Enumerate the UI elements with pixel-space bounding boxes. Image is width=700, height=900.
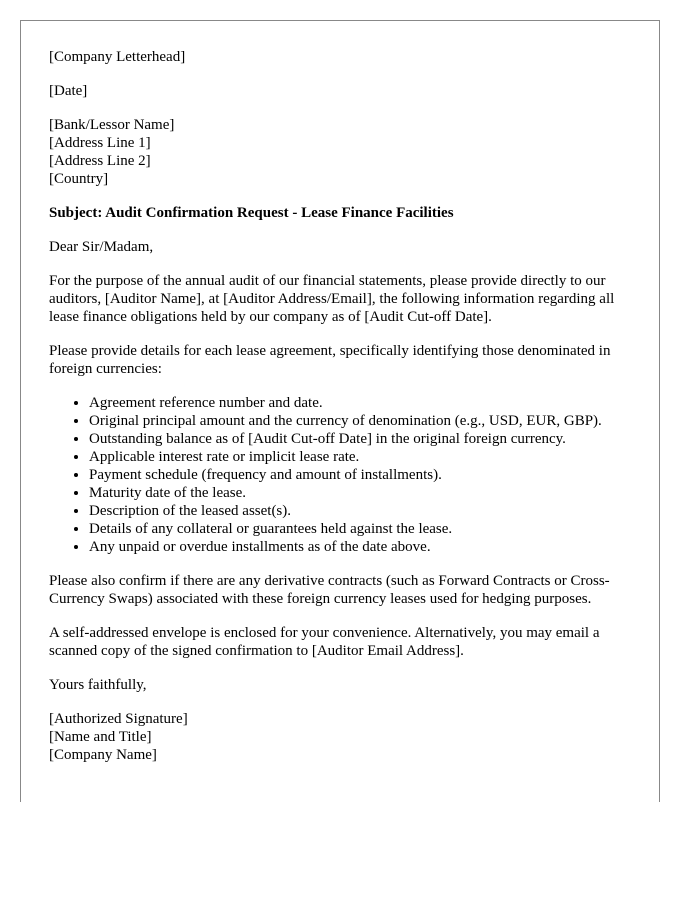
- list-item: • Any unpaid or overdue installments as of the date above.: [89, 538, 639, 556]
- list-item: • Details of any collateral or guarantees held against the lease.: [89, 520, 639, 538]
- recipient-name: [Bank/Lessor Name]: [49, 117, 175, 133]
- closing: Yours faithfully,: [49, 677, 147, 693]
- list-item: • Outstanding balance as of [Audit Cut-off Date] in the original foreign currency.: [89, 430, 639, 448]
- letter-date: [Date]: [49, 83, 88, 99]
- paragraph-details-request: Please provide details for each lease agreement, specifically identifying those denominated in foreign currencies:: [49, 343, 611, 377]
- paragraph-envelope: A self-addressed envelope is enclosed for your convenience. Alternatively, you may email a scanned copy of the signed confirmation to [Auditor Email Address].: [49, 625, 600, 659]
- authorized-signature: [Authorized Signature]: [49, 711, 188, 727]
- letter-page: [20, 20, 660, 802]
- recipient-country: [Country]: [49, 171, 109, 187]
- details-list: [49, 394, 639, 556]
- company-letterhead: [Company Letterhead]: [49, 49, 186, 65]
- salutation: Dear Sir/Madam,: [49, 239, 154, 255]
- list-item: • Applicable interest rate or implicit lease rate.: [89, 448, 639, 466]
- list-item: • Payment schedule (frequency and amount of installments).: [89, 466, 639, 484]
- letter-subject: Subject: Audit Confirmation Request - Lease Finance Facilities: [49, 205, 454, 221]
- paragraph-derivatives: Please also confirm if there are any derivative contracts (such as Forward Contracts or Cross-Currency Swaps) associated with these foreign currency leases used for hedging purposes.: [49, 573, 610, 607]
- list-item: • Description of the leased asset(s).: [89, 502, 639, 520]
- signer-company-name: [Company Name]: [49, 747, 157, 763]
- list-item: • Maturity date of the lease.: [89, 484, 639, 502]
- recipient-address-line-1: [Address Line 1]: [49, 135, 151, 151]
- list-item: • Agreement reference number and date.: [89, 394, 639, 412]
- recipient-address-block: [49, 116, 639, 188]
- list-item: • Original principal amount and the currency of denomination (e.g., USD, EUR, GBP).: [89, 412, 639, 430]
- signature-block: [49, 710, 639, 764]
- letter-body: [49, 48, 639, 780]
- signer-name-and-title: [Name and Title]: [49, 729, 152, 745]
- paragraph-audit-purpose: For the purpose of the annual audit of our financial statements, please provide directly to our auditors, [Auditor Name], at [Auditor Address/Email], the following information regarding all lease finance obligations held by our company as of [Audit Cut-off Date].: [49, 273, 615, 325]
- recipient-address-line-2: [Address Line 2]: [49, 153, 151, 169]
